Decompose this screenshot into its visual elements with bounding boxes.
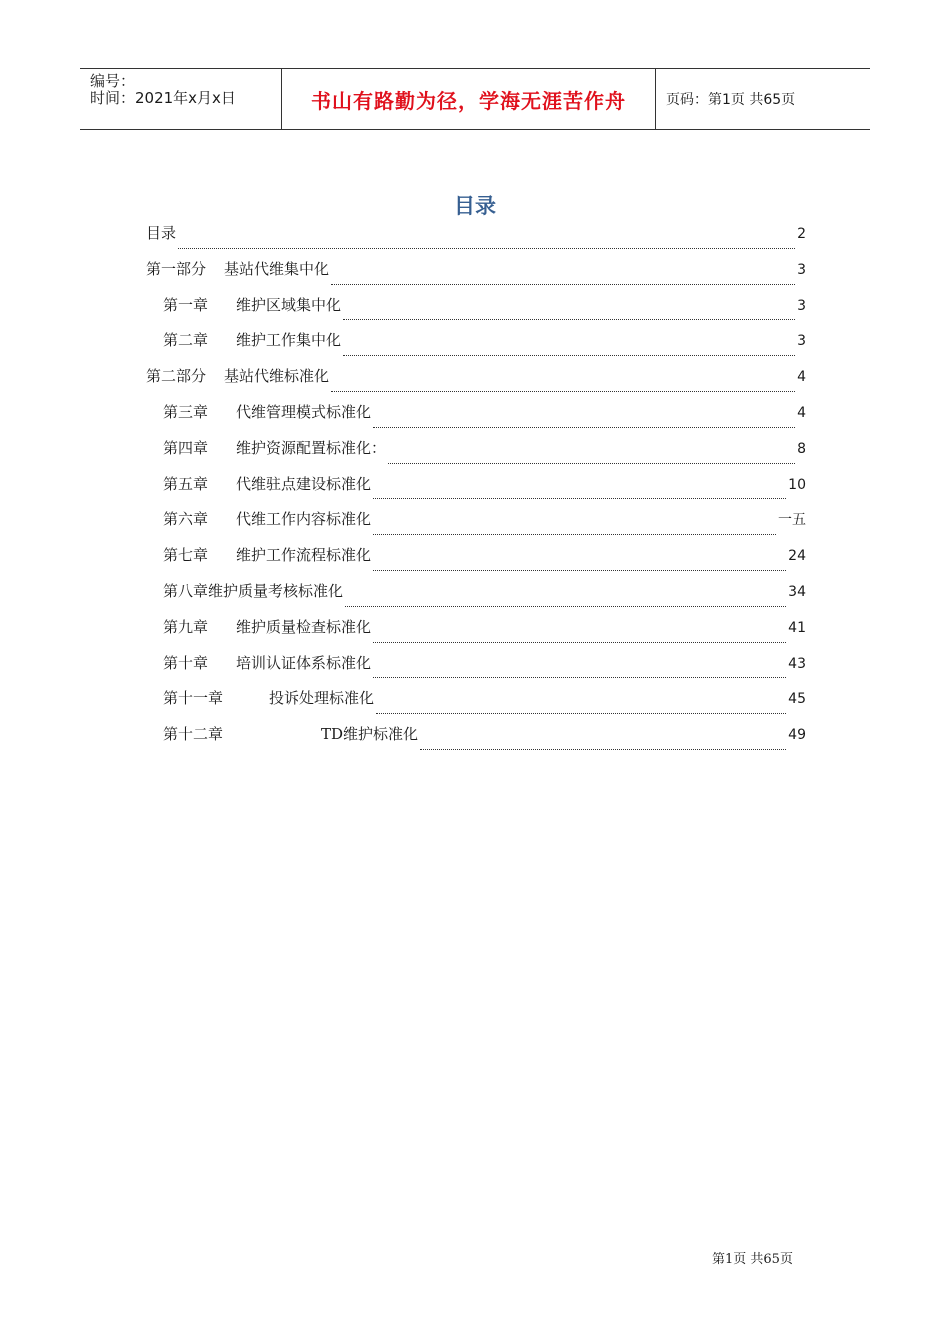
toc-entry-label xyxy=(163,544,371,565)
toc-entry-number: 目录 xyxy=(146,224,177,242)
toc-entry-text: 维护资源配置标准化： xyxy=(236,438,387,457)
toc-entry-page: 24 xyxy=(788,548,806,565)
toc-entry-text: 基站代维标准化 xyxy=(224,367,330,386)
toc-dot-leader xyxy=(343,354,795,356)
toc-dot-leader xyxy=(373,676,786,678)
toc-entry-page: 8 xyxy=(797,440,806,457)
toc-entry-page: 4 xyxy=(797,404,806,421)
toc-entry-text: 维护工作集中化 xyxy=(236,331,342,350)
header-meta xyxy=(80,69,282,129)
toc-entry[interactable] xyxy=(146,652,806,688)
toc-entry-number: 第十一章 xyxy=(163,689,224,708)
toc-entry-text: 代维管理模式标准化 xyxy=(236,402,372,421)
toc-entry-page: 43 xyxy=(788,655,806,672)
page-header xyxy=(80,68,870,130)
toc-entry-label xyxy=(163,473,371,494)
toc-entry-page: 3 xyxy=(797,261,806,278)
toc-entry[interactable] xyxy=(146,508,806,544)
toc-entry[interactable] xyxy=(146,294,806,330)
toc-entry[interactable] xyxy=(146,258,806,294)
toc-entry[interactable] xyxy=(146,329,806,365)
toc-dot-leader xyxy=(388,462,795,464)
toc-title: 目录 xyxy=(454,194,496,218)
toc-dot-leader xyxy=(373,569,786,571)
toc-entry-text: 维护工作流程标准化 xyxy=(236,546,372,565)
toc-entry-page: 一五 xyxy=(778,512,806,529)
toc-entry[interactable] xyxy=(146,544,806,580)
toc-entry-label xyxy=(163,616,371,637)
toc-entry[interactable] xyxy=(146,580,806,616)
toc-entry-page: 49 xyxy=(788,727,806,744)
toc-entry-label xyxy=(163,508,371,529)
toc-dot-leader xyxy=(345,605,786,607)
toc-entry-text: TD维护标准化 xyxy=(321,725,419,744)
toc-entry-page: 3 xyxy=(797,297,806,314)
toc-entry-number: 第五章 xyxy=(163,474,209,493)
toc-entry-label xyxy=(146,222,176,243)
toc-entry-page: 10 xyxy=(788,476,806,493)
toc-entry[interactable] xyxy=(146,687,806,723)
toc-dot-leader xyxy=(376,712,786,714)
toc-entry-label xyxy=(163,401,371,422)
toc-entry-number: 第二章 xyxy=(163,331,209,350)
toc-entry-number: 第六章 xyxy=(163,510,209,529)
toc-dot-leader xyxy=(373,497,786,499)
table-of-contents xyxy=(146,222,806,759)
toc-entry-number: 第七章 xyxy=(163,546,209,565)
toc-entry-number: 第十二章 xyxy=(163,725,224,744)
header-motto: 书山有路勤为径，学海无涯苦作舟 xyxy=(282,69,656,129)
toc-entry-number: 第一部分 xyxy=(146,259,207,278)
header-date-label: 时间：2021年x月x日 xyxy=(90,89,236,107)
toc-entry-label xyxy=(163,437,386,458)
toc-entry-number: 第四章 xyxy=(163,438,209,457)
toc-entry-number: 第八章维护质量考核标准化 xyxy=(163,581,344,600)
toc-dot-leader xyxy=(331,283,795,285)
toc-entry-number: 第二部分 xyxy=(146,367,207,386)
toc-dot-leader xyxy=(373,533,776,535)
toc-entry-number: 第十章 xyxy=(163,653,209,672)
toc-entry-text: 维护质量检查标准化 xyxy=(236,617,372,636)
toc-entry-text: 基站代维集中化 xyxy=(224,259,330,278)
toc-dot-leader xyxy=(420,748,786,750)
toc-entry[interactable] xyxy=(146,616,806,652)
toc-dot-leader xyxy=(331,390,795,392)
toc-entry-label xyxy=(163,687,374,708)
toc-entry-label xyxy=(163,723,418,744)
toc-entry[interactable] xyxy=(146,401,806,437)
footer-page-info: 第1页 共65页 xyxy=(712,1252,793,1267)
toc-entry-text: 代维驻点建设标准化 xyxy=(236,474,372,493)
header-page-info: 页码：第1页 共65页 xyxy=(666,92,796,108)
toc-dot-leader xyxy=(343,318,795,320)
toc-entry-text: 培训认证体系标准化 xyxy=(236,653,372,672)
toc-entry-page: 41 xyxy=(788,619,806,636)
toc-entry-label xyxy=(146,258,329,279)
toc-entry-label xyxy=(163,580,343,601)
toc-entry[interactable] xyxy=(146,365,806,401)
toc-entry-label xyxy=(146,365,329,386)
toc-entry[interactable] xyxy=(146,222,806,258)
toc-dot-leader xyxy=(178,247,795,249)
toc-entry-text: 维护区域集中化 xyxy=(236,295,342,314)
toc-entry-page: 2 xyxy=(797,226,806,242)
toc-entry-label xyxy=(163,294,341,315)
header-number-label: 编号： xyxy=(90,72,136,90)
toc-entry-number: 第九章 xyxy=(163,617,209,636)
toc-entry-page: 4 xyxy=(797,369,806,386)
toc-entry[interactable] xyxy=(146,473,806,509)
toc-entry-text: 代维工作内容标准化 xyxy=(236,510,372,529)
toc-dot-leader xyxy=(373,426,795,428)
toc-entry-page: 3 xyxy=(797,333,806,350)
toc-entry[interactable] xyxy=(146,437,806,473)
toc-entry[interactable] xyxy=(146,723,806,759)
toc-entry-page: 45 xyxy=(788,691,806,708)
toc-entry-label xyxy=(163,329,341,350)
toc-entry-number: 第三章 xyxy=(163,402,209,421)
toc-entry-text: 投诉处理标准化 xyxy=(269,689,375,708)
toc-entry-page: 34 xyxy=(788,583,806,600)
toc-dot-leader xyxy=(373,641,786,643)
toc-entry-label xyxy=(163,652,371,673)
toc-entry-number: 第一章 xyxy=(163,295,209,314)
